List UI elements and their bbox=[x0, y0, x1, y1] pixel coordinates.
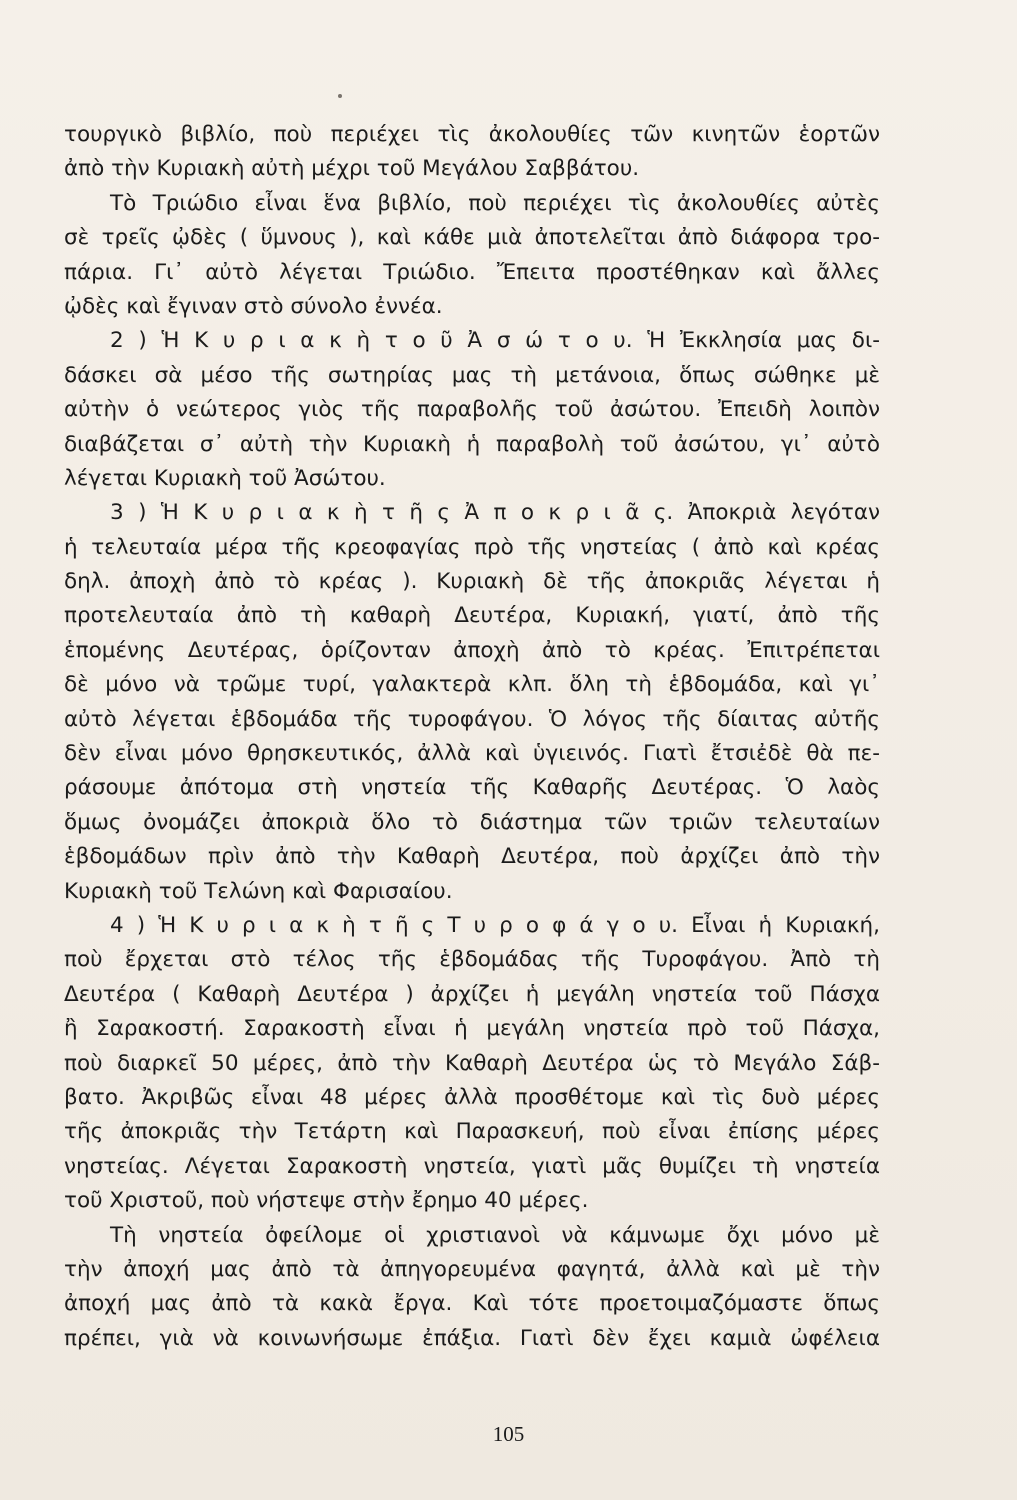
text-line: πάρια. Γι᾽ αὐτὸ λέγεται Τριώδιο. Ἔπειτα προστέθηκαν καὶ ἄλλες bbox=[64, 259, 880, 285]
text-line: αὐτὸ λέγεται ἑβδομάδα τῆς τυροφάγου. Ὁ λόγος τῆς δίαιτας αὐτῆς bbox=[64, 706, 880, 732]
text-line: ᾠδὲς καὶ ἔγιναν στὸ σύνολο ἐννέα. bbox=[64, 293, 443, 319]
paragraph-start-line: Τὴ νηστεία ὀφείλομε οἱ χριστιανοὶ νὰ κάμνωμε ὄχι μόνο μὲ bbox=[110, 1222, 880, 1248]
text-line: τὴν ἀποχή μας ἀπὸ τὰ ἀπηγορευμένα φαγητά, ἀλλὰ καὶ μὲ τὴν bbox=[64, 1256, 880, 1282]
text-line: ἢ Σαρακοστή. Σαρακοστὴ εἶναι ἡ μεγάλη νηστεία πρὸ τοῦ Πάσχα, bbox=[64, 1016, 880, 1042]
text-line: δὲν εἶναι μόνο θρησκευτικός, ἀλλὰ καὶ ὑγιεινός. Γιατὶ ἔτσιἐδὲ θὰ πε- bbox=[64, 741, 880, 767]
text-line: αὐτὴν ὁ νεώτερος γιὸς τῆς παραβολῆς τοῦ ἀσώτου. Ἐπειδὴ λοιπὸν bbox=[64, 397, 880, 423]
text-line: ἑπομένης Δευτέρας, ὁρίζονταν ἀποχὴ ἀπὸ τὸ κρέας. Ἐπιτρέπεται bbox=[64, 637, 880, 663]
text-line: σὲ τρεῖς ᾠδὲς ( ὕμνους ), καὶ κάθε μιὰ ἀποτελεῖται ἀπὸ διάφορα τρο- bbox=[64, 225, 880, 251]
text-line: τουργικὸ βιβλίο, ποὺ περιέχει τὶς ἀκολουθίες τῶν κινητῶν ἑορτῶν bbox=[64, 122, 880, 147]
text-line: ἑβδομάδων πρὶν ἀπὸ τὴν Καθαρὴ Δευτέρα, ποὺ ἀρχίζει ἀπὸ τὴν bbox=[64, 844, 880, 870]
page-number: 105 bbox=[492, 1422, 525, 1446]
text-line: διαβάζεται σ᾽ αὐτὴ τὴν Κυριακὴ ἡ παραβολὴ τοῦ ἀσώτου, γι᾽ αὐτὸ bbox=[64, 431, 880, 457]
text-line: ποὺ διαρκεῖ 50 μέρες, ἀπὸ τὴν Καθαρὴ Δευτέρα ὡς τὸ Μεγάλο Σάβ- bbox=[64, 1050, 880, 1076]
text-line: ὅμως ὀνομάζει ἀποκριὰ ὅλο τὸ διάστημα τῶν τριῶν τελευταίων bbox=[64, 809, 880, 835]
text-line: ποὺ ἔρχεται στὸ τέλος τῆς ἑβδομάδας τῆς Τυροφάγου. Ἀπὸ τὴ bbox=[64, 947, 880, 973]
text-line: Κυριακὴ τοῦ Τελώνη καὶ Φαρισαίου. bbox=[64, 878, 453, 904]
text-line: δηλ. ἀποχὴ ἀπὸ τὸ κρέας ). Κυριακὴ δὲ τῆς ἀποκριᾶς λέγεται ἡ bbox=[64, 569, 880, 595]
text-line: δάσκει σὰ μέσο τῆς σωτηρίας μας τὴ μετάνοια, ὅπως σώθηκε μὲ bbox=[64, 362, 880, 388]
text-line: προτελευταία ἀπὸ τὴ καθαρὴ Δευτέρα, Κυριακή, γιατί, ἀπὸ τῆς bbox=[64, 603, 880, 629]
text-line: ἡ τελευταία μέρα τῆς κρεοφαγίας πρὸ τῆς νηστείας ( ἀπὸ καὶ κρέας bbox=[64, 534, 880, 560]
section-heading-line: 2 ) Ἡ Κ υ ρ ι α κ ὴ τ ο ῦ Ἀ σ ώ τ ο υ. Ἡ Ἐκκλησία μας δι- bbox=[110, 328, 880, 354]
text-line: τοῦ Χριστοῦ, ποὺ νήστεψε στὴν ἔρημο 40 μέρες. bbox=[64, 1188, 589, 1214]
text-line: δὲ μόνο νὰ τρῶμε τυρί, γαλακτερὰ κλπ. ὅλη τὴ ἑβδομάδα, καὶ γι᾽ bbox=[64, 672, 880, 698]
text-line: βατο. Ἀκριβῶς εἶναι 48 μέρες ἀλλὰ προσθέτομε καὶ τὶς δυὸ μέρες bbox=[64, 1084, 880, 1110]
text-line: νηστείας. Λέγεται Σαρακοστὴ νηστεία, γιατὶ μᾶς θυμίζει τὴ νηστεία bbox=[64, 1153, 880, 1179]
text-line: τῆς ἀποκριᾶς τὴν Τετάρτη καὶ Παρασκευή, ποὺ εἶναι ἐπίσης μέρες bbox=[64, 1119, 880, 1145]
ink-speck bbox=[338, 94, 342, 98]
section-heading-line: 4 ) Ἡ Κ υ ρ ι α κ ὴ τ ῆ ς Τ υ ρ ο φ ά γ ο υ. Εἶναι ἡ Κυριακή, bbox=[110, 912, 880, 938]
section-heading-line: 3 ) Ἡ Κ υ ρ ι α κ ὴ τ ῆ ς Ἀ π ο κ ρ ι ᾶ ς. Ἀποκριὰ λεγόταν bbox=[110, 500, 880, 526]
text-line: πρέπει, γιὰ νὰ κοινωνήσωμε ἐπάξια. Γιατὶ δὲν ἔχει καμιὰ ὠφέλεια bbox=[64, 1325, 880, 1351]
text-line: ἀποχή μας ἀπὸ τὰ κακὰ ἔργα. Καὶ τότε προετοιμαζόμαστε ὅπως bbox=[64, 1291, 880, 1317]
paragraph-start-line: Τὸ Τριώδιο εἶναι ἕνα βιβλίο, ποὺ περιέχει τὶς ἀκολουθίες αὐτὲς bbox=[110, 190, 880, 216]
body-text bbox=[64, 118, 880, 1356]
text-line: ἀπὸ τὴν Κυριακὴ αὐτὴ μέχρι τοῦ Μεγάλου Σαββάτου. bbox=[64, 156, 640, 182]
text-line: λέγεται Κυριακὴ τοῦ Ἀσώτου. bbox=[64, 465, 386, 491]
text-line: Δευτέρα ( Καθαρὴ Δευτέρα ) ἀρχίζει ἡ μεγάλη νηστεία τοῦ Πάσχα bbox=[64, 981, 880, 1007]
text-line: ράσουμε ἀπότομα στὴ νηστεία τῆς Καθαρῆς Δευτέρας. Ὁ λαὸς bbox=[64, 775, 880, 801]
